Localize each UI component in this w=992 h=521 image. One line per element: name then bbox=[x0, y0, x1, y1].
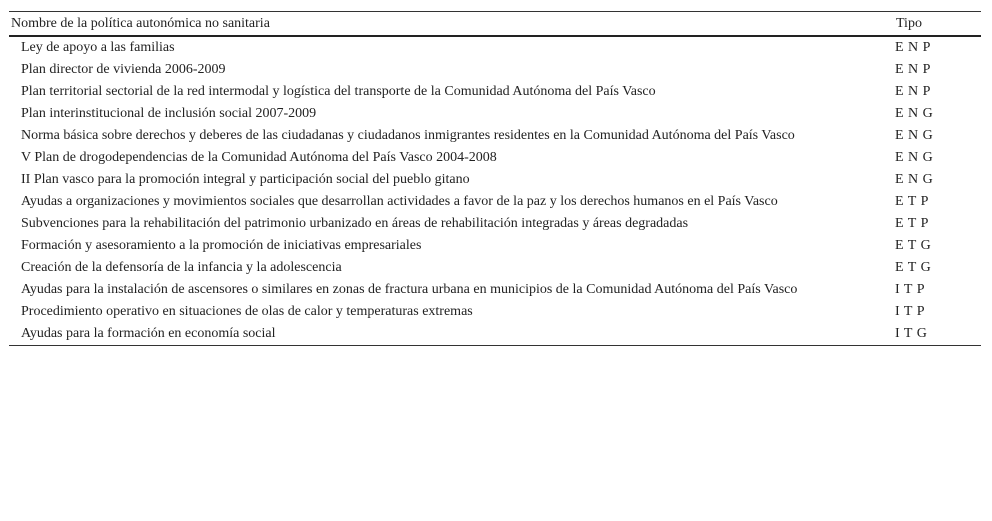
policy-name-cell: Ayudas para la instalación de ascensores o similares en zonas de fractura urbana en municipios de la Comunidad Autónoma del País Vasco bbox=[21, 282, 798, 297]
policy-name-cell: Subvenciones para la rehabilitación del patrimonio urbanizado en áreas de rehabilitación integradas y áreas degradadas bbox=[21, 216, 689, 231]
policy-name-cell: Ayudas para la formación en economía social bbox=[21, 326, 276, 341]
policy-type-cell: E N G bbox=[895, 172, 933, 187]
policy-name-cell: Formación y asesoramiento a la promoción de iniciativas empresariales bbox=[21, 238, 422, 253]
policy-name-cell: Ayudas a organizaciones y movimientos sociales que desarrollan actividades a favor de la paz y los derechos humanos en el País Vasco bbox=[21, 194, 778, 209]
policy-type-cell: E T P bbox=[895, 216, 929, 231]
table-row bbox=[9, 103, 981, 125]
table-row bbox=[9, 36, 981, 59]
policy-type-cell: E N P bbox=[895, 40, 931, 55]
column-header-name: Nombre de la política autonómica no sanitaria bbox=[11, 16, 270, 31]
policy-name-cell: V Plan de drogodependencias de la Comunidad Autónoma del País Vasco 2004-2008 bbox=[21, 150, 497, 165]
column-header-tipo: Tipo bbox=[896, 16, 922, 31]
policy-type-cell: I T P bbox=[895, 304, 925, 319]
policy-type-cell: E N P bbox=[895, 62, 931, 77]
header-row bbox=[9, 12, 981, 37]
policy-type-cell: E N G bbox=[895, 106, 933, 121]
policy-name-cell: Plan interinstitucional de inclusión social 2007-2009 bbox=[21, 106, 317, 121]
table-row bbox=[9, 213, 981, 235]
policy-name-cell: Plan director de vivienda 2006-2009 bbox=[21, 62, 226, 77]
policy-type-cell: E N G bbox=[895, 150, 933, 165]
table-row bbox=[9, 147, 981, 169]
table-row bbox=[9, 125, 981, 147]
policy-name-cell: II Plan vasco para la promoción integral y participación social del pueblo gitano bbox=[21, 172, 470, 187]
table-row bbox=[9, 81, 981, 103]
policy-name-cell: Ley de apoyo a las familias bbox=[21, 40, 175, 55]
table-header bbox=[9, 12, 981, 37]
policy-table-container bbox=[9, 11, 981, 346]
policy-type-cell: E T P bbox=[895, 194, 929, 209]
policy-name-cell: Plan territorial sectorial de la red intermodal y logística del transporte de la Comunidad Autónoma del País Vasco bbox=[21, 84, 656, 99]
table-row bbox=[9, 323, 981, 346]
policy-type-cell: E T G bbox=[895, 238, 931, 253]
table-row bbox=[9, 235, 981, 257]
policy-name-cell: Procedimiento operativo en situaciones de olas de calor y temperaturas extremas bbox=[21, 304, 473, 319]
policy-name-cell: Norma básica sobre derechos y deberes de las ciudadanas y ciudadanos inmigrantes residentes en la Comunidad Autónoma del País Vasco bbox=[21, 128, 795, 143]
table-body bbox=[9, 36, 981, 346]
table-row bbox=[9, 257, 981, 279]
table-row bbox=[9, 279, 981, 301]
table-row bbox=[9, 301, 981, 323]
policy-type-cell: E N P bbox=[895, 84, 931, 99]
table-row bbox=[9, 59, 981, 81]
policy-type-cell: I T G bbox=[895, 326, 927, 341]
policy-type-cell: I T P bbox=[895, 282, 925, 297]
policy-name-cell: Creación de la defensoría de la infancia y la adolescencia bbox=[21, 260, 342, 275]
table-row bbox=[9, 169, 981, 191]
policy-type-cell: E T G bbox=[895, 260, 931, 275]
policy-type-cell: E N G bbox=[895, 128, 933, 143]
policy-table bbox=[9, 11, 981, 346]
table-row bbox=[9, 191, 981, 213]
